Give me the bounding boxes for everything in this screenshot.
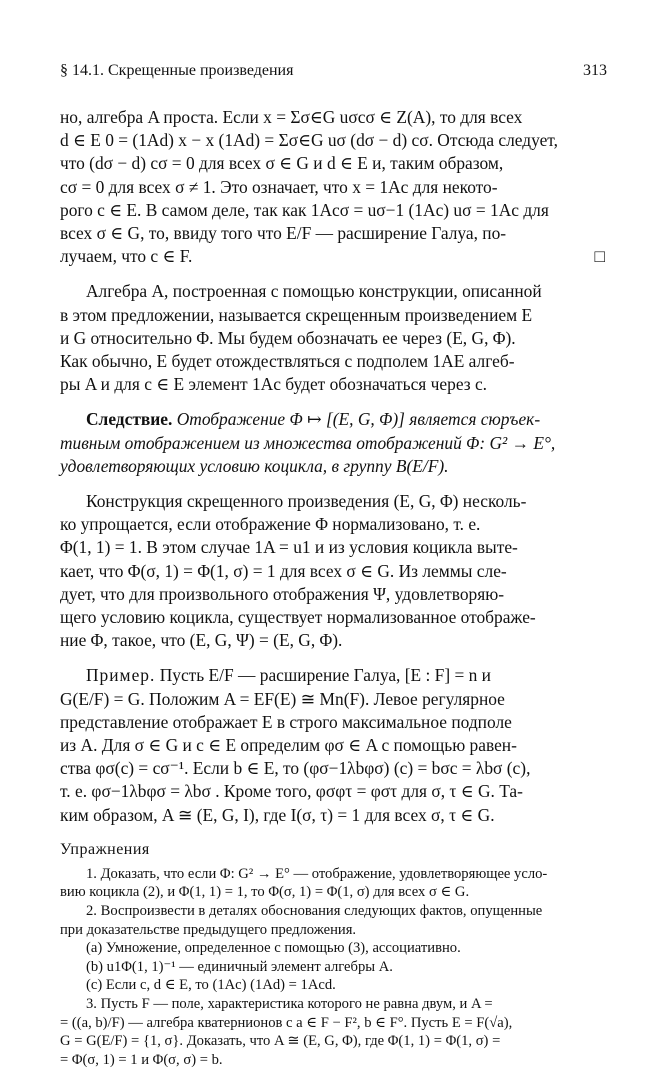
example-text: Пусть E/F — расширение Галуа, [E : F] = n и xyxy=(159,665,491,686)
text-line: всех σ ∈ G, то, ввиду того что E/F — расширение Галуа, по- xyxy=(60,223,507,244)
exercises-list xyxy=(60,865,605,1069)
exercise-line: = ((a, b)/F) — алгебра кватернионов с a ∈ F − F², b ∈ F°. Пусть E = F(√a), xyxy=(60,1014,513,1031)
text-line: Φ(1, 1) = 1. В этом случае 1A = u1 и из условия коцикла выте- xyxy=(60,537,518,558)
text-line xyxy=(60,245,605,268)
corollary-text: Отображение Φ ↦ [(E, G, Φ)] является сюръек- xyxy=(176,409,541,430)
exercise-line: 1. Доказать, что если Φ: G² → E° — отображение, удовлетворяющее усло- xyxy=(86,865,548,882)
text-line: ства φσ(c) = cσ⁻¹. Если b ∈ E, то (φσ−1λbφσ) (c) = bσc = λbσ (c), xyxy=(60,758,531,779)
exercise-line: G = G(E/F) = {1, σ}. Доказать, что A ≅ (E, G, Φ), где Φ(1, 1) = Φ(1, σ) = xyxy=(60,1033,501,1050)
text-line xyxy=(60,664,605,687)
text-line: но, алгебра A проста. Если x = Σσ∈G uσcσ ∈ Z(A), то для всех xyxy=(60,107,523,127)
text-line: в этом предложении, называется скрещенным произведением E xyxy=(60,304,533,325)
text-line: тивным отображением из множества отображений Φ: G² → E°, xyxy=(60,432,556,453)
intro-paragraph xyxy=(60,106,605,268)
exercises-heading: Упражнения xyxy=(60,840,150,858)
text-line: и G относительно Φ. Мы будем обозначать ее через (E, G, Φ). xyxy=(60,327,516,348)
exercise-line: при доказательстве предыдущего предложения. xyxy=(60,921,357,938)
definition-paragraph xyxy=(60,280,605,396)
qed-symbol: □ xyxy=(594,246,605,267)
page-number: 313 xyxy=(583,62,607,79)
text-line: cσ = 0 для всех σ ≠ 1. Это означает, что x = 1Ac для некото- xyxy=(60,176,498,197)
corollary-label: Следствие. xyxy=(86,409,173,430)
exercise-line: = Φ(σ, 1) = 1 и Φ(σ, σ) = b. xyxy=(60,1051,223,1068)
exercise-line: 2. Воспроизвести в деталях обоснования следующих фактов, опущенные xyxy=(86,903,543,920)
text-line: Алгебра A, построенная с помощью конструкции, описанной xyxy=(86,281,542,302)
example-paragraph xyxy=(60,664,605,826)
text-line: ры A и для c ∈ E элемент 1Ac будет обозначаться через c. xyxy=(60,374,488,395)
text-line: что (dσ − d) cσ = 0 для всех σ ∈ G и d ∈ E и, таким образом, xyxy=(60,153,504,174)
text-line: представление отображает E в строго максимальное подполе xyxy=(60,711,512,732)
section-title: § 14.1. Скрещенные произведения xyxy=(60,62,294,79)
exercise-line: (a) Умножение, определенное с помощью (3), ассоциативно. xyxy=(86,940,461,957)
exercise-line: вию коцикла (2), и Φ(1, 1) = 1, то Φ(σ, 1) = Φ(1, σ) для всех σ ∈ G. xyxy=(60,884,470,901)
exercise-line: (c) Если c, d ∈ E, то (1Ac) (1Ad) = 1Acd. xyxy=(86,977,336,994)
text-line: d ∈ E 0 = (1Ad) x − x (1Ad) = Σσ∈G uσ (dσ − d) cσ. Отсюда следует, xyxy=(60,130,558,151)
example-label: Пример. xyxy=(86,665,156,686)
text-line: рого c ∈ E. В самом деле, так как 1Acσ = uσ−1 (1Ac) uσ = 1Ac для xyxy=(60,199,549,220)
text-line: ким образом, A ≅ (E, G, I), где I(σ, τ) = 1 для всех σ, τ ∈ G. xyxy=(60,804,495,825)
exercise-line: 3. Пусть F — поле, характеристика которого не равна двум, и A = xyxy=(86,996,493,1013)
text-line-end: лучаем, что c ∈ F. xyxy=(60,246,193,267)
text-line xyxy=(60,408,605,431)
text-line: из A. Для σ ∈ G и c ∈ E определим φσ ∈ A с помощью равен- xyxy=(60,735,517,756)
text-line: ко упрощается, если отображение Φ нормализовано, т. е. xyxy=(60,514,481,535)
exercise-line: (b) u1Φ(1, 1)⁻¹ — единичный элемент алгебры A. xyxy=(86,958,393,975)
text-line: дует, что для произвольного отображения Ψ, удовлетворяю- xyxy=(60,583,505,604)
text-line: т. е. φσ−1λbφσ = λbσ . Кроме того, φσφτ = φστ для σ, τ ∈ G. Та- xyxy=(60,781,523,802)
text-line: Конструкция скрещенного произведения (E, G, Φ) несколь- xyxy=(86,491,527,512)
page-body xyxy=(60,106,605,1069)
corollary-paragraph xyxy=(60,408,605,478)
text-line: щего условию коцикла, существует нормализованное отображе- xyxy=(60,607,536,628)
page-header xyxy=(60,62,607,86)
text-line: кает, что Φ(σ, 1) = Φ(1, σ) = 1 для всех σ ∈ G. Из леммы сле- xyxy=(60,560,507,581)
normalization-paragraph xyxy=(60,490,605,652)
text-line: G(E/F) = G. Положим A = EF(E) ≅ Mn(F). Левое регулярное xyxy=(60,688,505,709)
text-line: ние Φ, такое, что (E, G, Ψ) = (E, G, Φ). xyxy=(60,630,343,651)
text-line: Как обычно, E будет отождествляться с подполем 1AE алгеб- xyxy=(60,351,515,372)
text-line: удовлетворяющих условию коцикла, в группу B(E/F). xyxy=(60,455,449,476)
